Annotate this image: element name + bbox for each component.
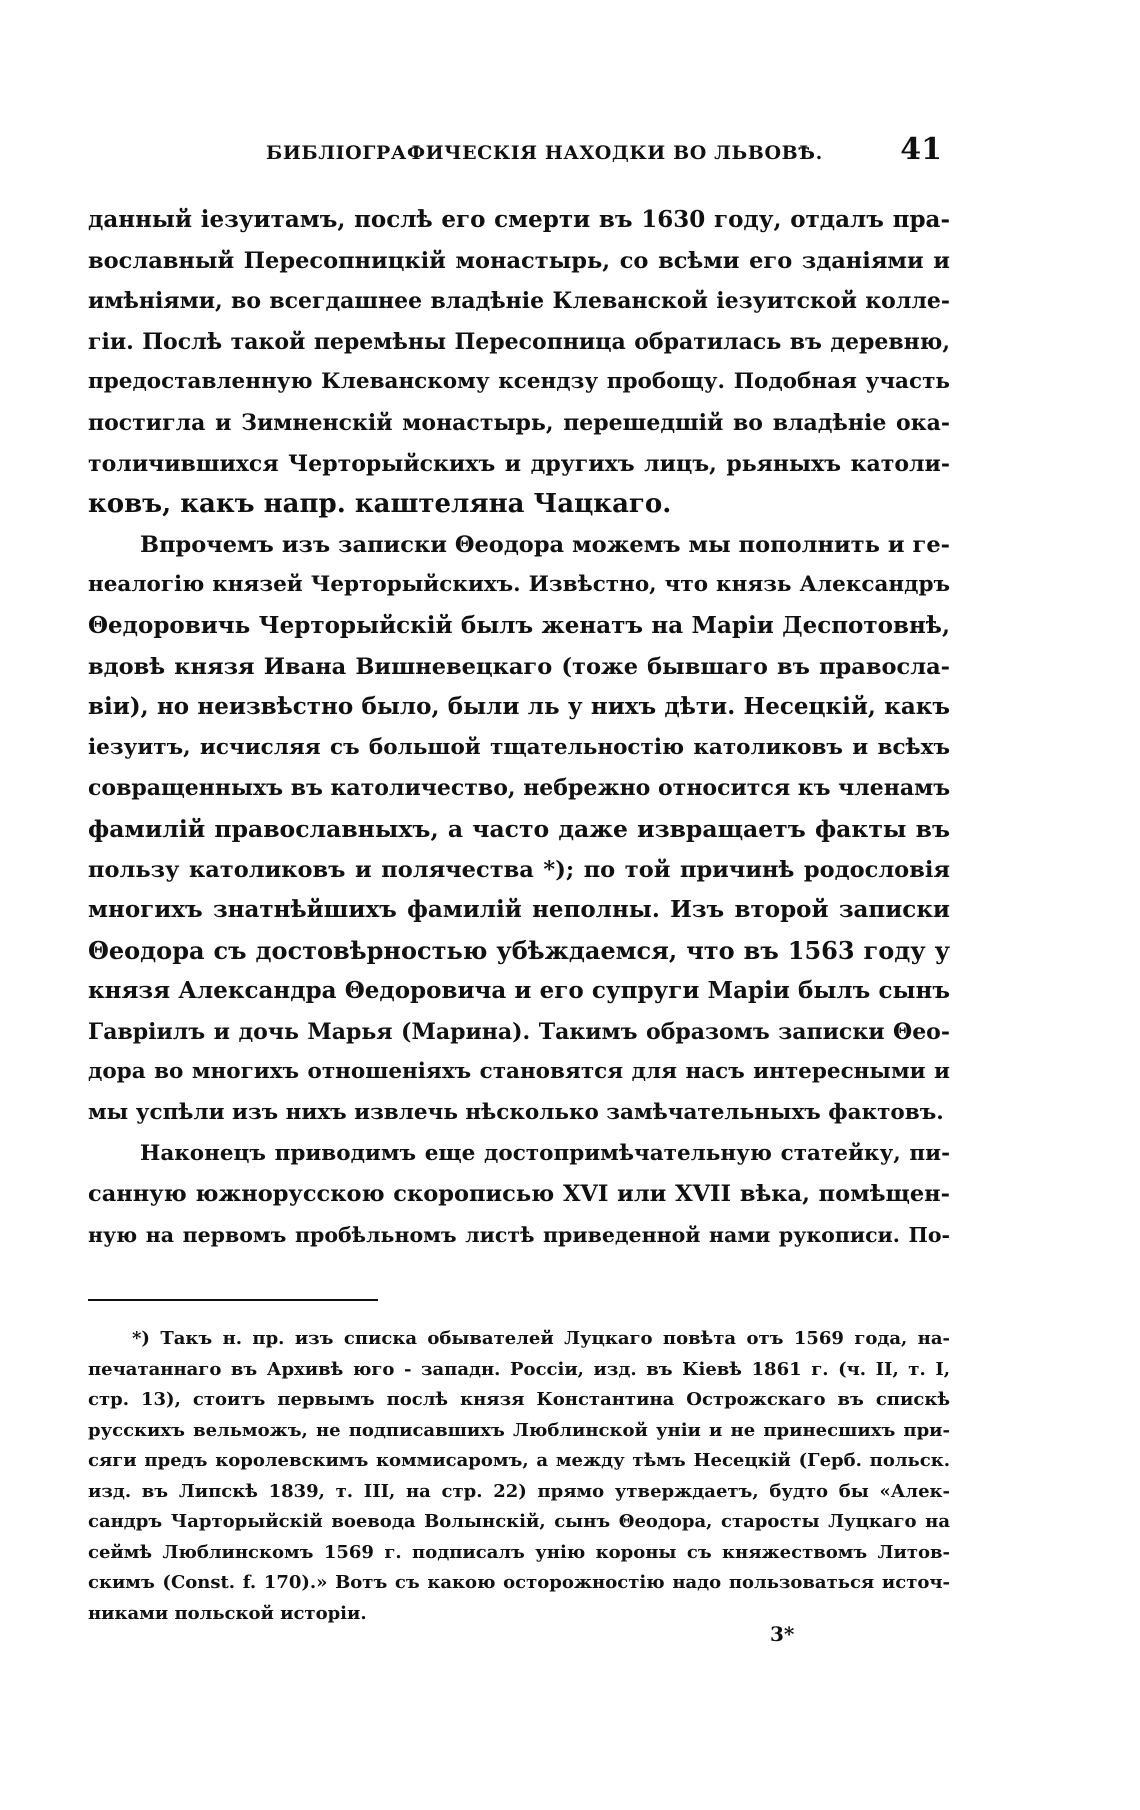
text-line: Θедоровичь Черторыйскій былъ женатъ на Маріи Деспотовнѣ, [88, 611, 950, 639]
text-line: предоставленную Клеванскому ксендзу пробощу. Подобная участь [88, 369, 950, 395]
running-header [88, 132, 950, 178]
text-line: Наконецъ приводимъ еще достопримѣчательную статейку, пи- [140, 1140, 950, 1166]
footnote-line: русскихъ вельможъ, не подписавшихъ Люблинской уніи и не принесшихъ при- [88, 1419, 950, 1441]
text-line: неалогію князей Черторыйскихъ. Извѣстно, что князь Александръ [88, 572, 950, 598]
text-line: ную на первомъ пробѣльномъ листѣ приведенной нами рукописи. По- [88, 1222, 950, 1247]
signature-mark: 3* [770, 1622, 795, 1646]
footnote-line: *) Такъ н. пр. изъ списка обывателей Луцкаго повѣта отъ 1569 года, на- [132, 1328, 950, 1349]
footnote-line: сеймѣ Люблинскомъ 1569 г. подписалъ унію короны съ княжествомъ Литов- [88, 1541, 950, 1563]
text-line: фамилій православныхъ, а часто даже извращаетъ факты въ [88, 814, 950, 843]
footnote-line: печатаннаго въ Архивѣ юго - западн. Россіи, изд. въ Кіевѣ 1861 г. (ч. II, т. I, [88, 1358, 950, 1380]
text-line: іезуитъ, исчисляя съ большой тщательностію католиковъ и всѣхъ [88, 734, 950, 760]
text-line: толичившихся Черторыйскихъ и другихъ лицъ, рьяныхъ католи- [88, 450, 950, 477]
text-line: Θеодора съ достовѣрностью убѣждаемся, что въ 1563 году у [88, 935, 950, 965]
text-line: пользу католиковъ и полячества *); по той причинѣ родословія [88, 856, 950, 883]
main-text [88, 200, 950, 1255]
text-line: многихъ знатнѣйшихъ фамилій неполны. Изъ второй записки [88, 896, 950, 924]
running-title: БИБЛІОГРАФИЧЕСКІЯ НАХОДКИ ВО ЛЬВОВѢ. [266, 142, 823, 164]
text-line: князя Александра Θедоровича и его супруги Маріи былъ сынъ [88, 977, 950, 1005]
footnote-line: скимъ (Const. f. 170).» Вотъ съ какою осторожностію надо пользоваться источ- [88, 1572, 950, 1593]
footnote-line: изд. въ Липскѣ 1839, т. III, на стр. 22) прямо утверждаетъ, будто бы «Алек- [88, 1480, 950, 1502]
text-line: вдовѣ князя Ивана Вишневецкаго (тоже бывшаго въ правосла- [88, 653, 950, 680]
text-line: ковъ, какъ напр. каштеляна Чацкаго. [88, 489, 672, 520]
text-line: Впрочемъ изъ записки Θеодора можемъ мы пополнить и ге- [140, 531, 950, 558]
text-line: санную южнорусскою скорописью XVI или XVII вѣка, помѣщен- [88, 1181, 950, 1208]
text-line: Гаврiилъ и дочь Марья (Марина). Такимъ образомъ записки Θео- [88, 1018, 950, 1045]
page-number: 41 [900, 132, 942, 167]
text-line: дора во многихъ отношеніяхъ становятся для насъ интересными и [88, 1059, 950, 1085]
footnote-line: сандръ Чарторыйскій воевода Волынскій, сынъ Θеодора, старосты Луцкаго на [88, 1511, 950, 1532]
text-line: гіи. Послѣ такой перемѣны Пересопница обратилась въ деревню, [88, 328, 950, 355]
footnote-line: никами польской исторіи. [88, 1602, 367, 1624]
text-line: имѣніями, во всегдашнее владѣніе Клеванской іезуитской колле- [88, 288, 950, 315]
text-line: віи), но неизвѣстно было, были ль у нихъ дѣти. Несецкій, какъ [88, 693, 950, 721]
text-line: совращенныхъ въ католичество, небрежно относится къ членамъ [88, 775, 951, 802]
text-line: данный іезуитамъ, послѣ его смерти въ 1630 году, отдалъ пра- [88, 206, 950, 233]
footnote-divider [88, 1299, 378, 1301]
footnote-line: сяги предъ королевскимъ коммисаромъ, а между тѣмъ Несецкій (Герб. польск. [88, 1450, 950, 1471]
footnote [88, 1324, 950, 1629]
footnote-line: стр. 13), стоитъ первымъ послѣ князя Константина Острожскаго въ спискѣ [88, 1389, 950, 1410]
text-line: вославный Пересопницкій монастырь, со всѣми его зданіями и [88, 247, 950, 274]
text-line: мы успѣли изъ нихъ извлечь нѣсколько замѣчательныхъ фактовъ. [88, 1100, 944, 1126]
text-line: постигла и Зимненскій монастырь, перешедшій во владѣніе ока- [88, 409, 950, 436]
